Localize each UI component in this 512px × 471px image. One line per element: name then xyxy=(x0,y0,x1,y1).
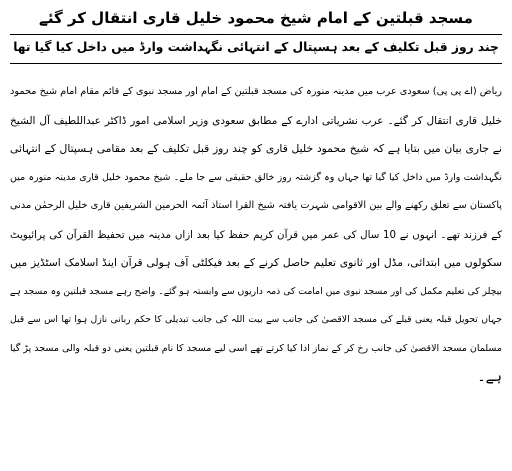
article-line: بیچلر کی تعلیم مکمل کی اور مسجد نبوی میں امامت کی ذمہ داریوں سے وابستہ ہو گئے۔ واضح رہے مسجد قبلتین وہ مسجد ہے xyxy=(10,285,502,297)
sub-headline: چند روز قبل تکلیف کے بعد ہسپتال کے انتہائی نگہداشت وارڈ میں داخل کیا گیا تھا xyxy=(13,40,499,54)
article-line: مسلمان مسجد الاقصیٰ کی جانب رخ کر کے نماز ادا کیا کرتے تھے اسی لیے مسجد کا نام قبلتین یعنی دو قبلہ والی مسجد پڑ گیا xyxy=(10,342,502,354)
article-line: ریاض (اے پی پی) سعودی عرب میں مدینہ منورہ کی مسجد قبلتین کے امام اور مسجد نبوی کے قائم مقام امام شیخ محمود xyxy=(10,86,502,97)
article-body xyxy=(10,78,502,392)
main-headline: مسجد قبلتین کے امام شیخ محمود خلیل قاری انتقال کر گئے xyxy=(39,9,473,27)
sub-headline-underline xyxy=(10,63,502,64)
article-line: کے فرزند تھے۔ انہوں نے 10 سال کی عمر میں قرآن کریم حفظ کیا بعد ازاں مدینہ میں تحفیظ القرآن کی پرائیویٹ xyxy=(10,228,502,241)
article-line: نگہداشت وارڈ میں داخل کیا گیا تھا جہاں وہ گزشتہ روز خالق حقیقی سے جا ملے۔ شیخ محمود خلیل قاری مدینہ منورہ میں xyxy=(10,171,502,183)
article-line: ہے۔ xyxy=(477,369,502,385)
article-line: نے جاری بیان میں بتایا ہے کہ شیخ محمود خلیل قاری کو چند روز قبل تکلیف کے بعد مقامی ہسپتال کے انتہائی xyxy=(10,142,502,155)
article-line: جہاں تحویل قبلہ یعنی قبلے کی مسجد الاقصیٰ کی جانب سے بیت اللہ کی جانب تبدیلی کا حکم ربانی نازل ہوا تھا اس سے قبل xyxy=(10,314,502,325)
article-line: پاکستان سے تعلق رکھنے والے بین الاقوامی شہرت یافتہ شیخ القرا استاذ آئمہ الحرمین الشریفین قاری خلیل الرحمٰن مدنی xyxy=(10,200,502,211)
article-line: سکولوں میں ابتدائی، مڈل اور ثانوی تعلیم حاصل کرنے کے بعد فیکلٹی آف ہولی قرآن اینڈ اسلامک اسٹڈیز میں xyxy=(10,256,502,269)
article-line: خلیل قاری انتقال کر گئے۔ عرب نشریاتی ادارے کے مطابق سعودی وزیر اسلامی امور ڈاکٹر عبداللطیف آل الشیخ xyxy=(10,114,502,127)
